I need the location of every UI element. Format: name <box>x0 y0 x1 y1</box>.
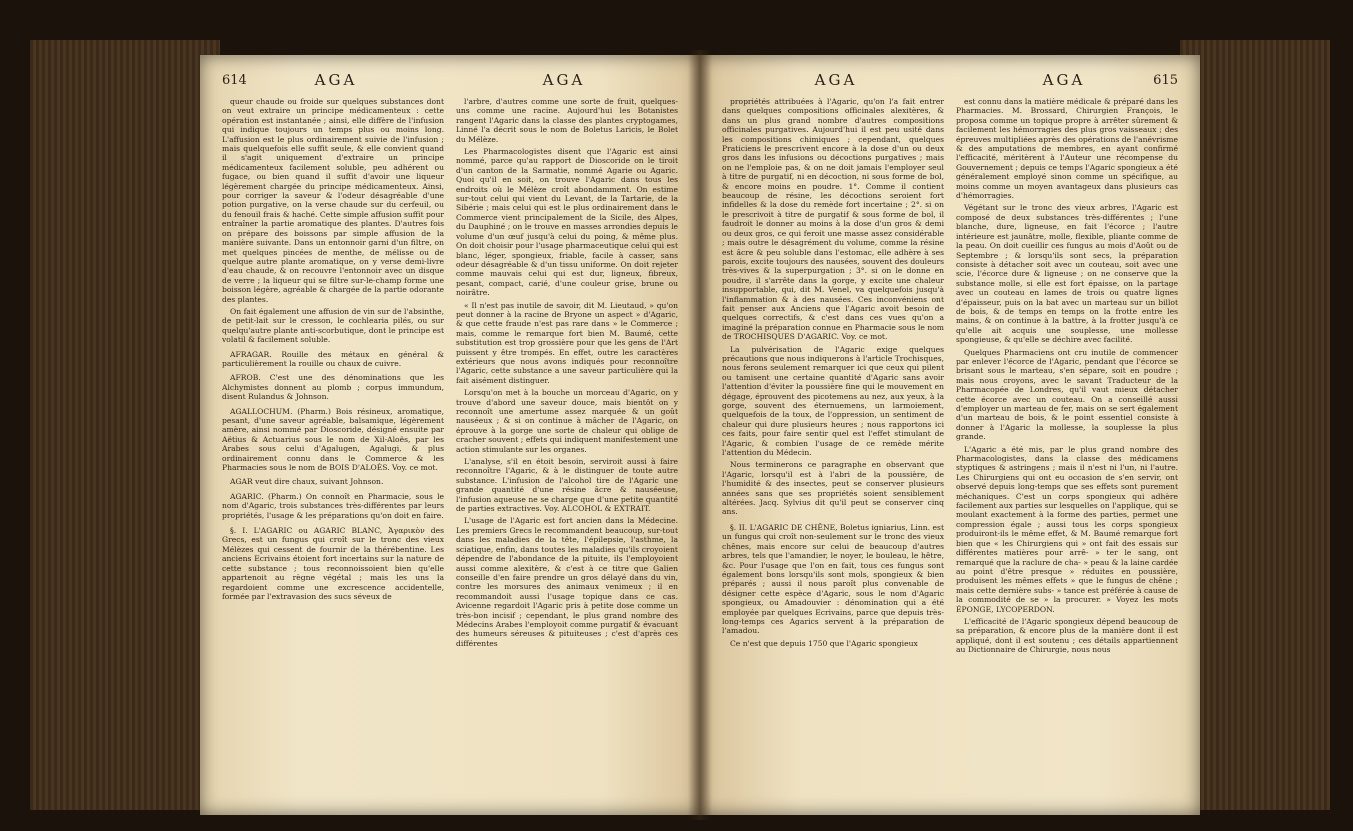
page-edges-left <box>30 40 220 810</box>
running-head-word: AGA <box>314 71 358 89</box>
dictionary-entry: AGARIC. (Pharm.) On connoît en Pharmacie, sous le nom d'Agaric, trois substances très-différentes par leurs propriétés, l'usage & les préparations qu'on doit en faire. <box>222 491 444 520</box>
paragraph: Végétant sur le tronc des vieux arbres, l'Agaric est composé de deux substances très-différentes ; l'une blanche, dure, ligneuse, en fait l'écorce ; l'autre intérieure est jaunâtre, molle, flexible, pliante comme de la peau. On doit cueillir ces fungus au mois d'Août ou de Septembre ; & lorsqu'ils sont secs, la préparation consiste à détacher soit avec un couteau, soit avec une scie, l'écorce dure & ligneuse ; on ne conserve que la substance molle, si elle est fort épaisse, on la partage avec un couteau en lames de trois ou quatre lignes d'épaisseur, puis on la bat avec un marteau sur un billot de bois, & de temps en temps on la frotte entre les mains, & on continue à la battre, à la frotter jusqu'à ce qu'elle ait acquis une souplesse, une mollesse spongieuse, & qu'elle se déchire avec facilité. <box>956 203 1178 345</box>
paragraph: L'analyse, s'il en étoit besoin, serviroit aussi à faire reconnoître l'Agaric, & à le distinguer de toute autre substance. L'infusion de l'alcohol tire de l'Agaric une grande quantité d'une résine âcre & nauséeuse, l'infusion aqueuse ne se charge que d'une petite quantité de parties extractives. Voy. ALCOHOL & EXTRAIT. <box>456 457 678 514</box>
running-head-word: AGA <box>542 71 586 89</box>
dictionary-entry: AGAR veut dire chaux, suivant Johnson. <box>230 477 384 487</box>
paragraph: Ce n'est que depuis 1750 que l'Agaric spongieux <box>730 638 918 648</box>
left-running-head <box>222 71 678 93</box>
dictionary-entry: AFRAGAR. Rouille des métaux en général & particulièrement la rouille ou chaux de cuivre. <box>222 349 444 368</box>
right-running-head <box>722 71 1178 93</box>
text-column-left-1 <box>222 97 444 797</box>
page-number: 615 <box>1153 73 1178 88</box>
paragraph: Lorsqu'on met à la bouche un morceau d'Agaric, on y trouve d'abord une saveur douce, mais bientôt on y reconnoît une amertume assez marquée & un goût nauséeux ; & si on continue à mâcher de l'Agaric, on éprouve à la gorge une sorte de chaleur qui oblige de cracher souvent ; effets qui indiquent manifestement une action stimulante sur les organes. <box>456 388 678 454</box>
running-head-word: AGA <box>1042 71 1086 89</box>
text-column-left-2 <box>456 97 678 797</box>
paragraph: queur chaude ou froide sur quelques substances dont on veut extraire un principe médicamenteux : cette opération est instantanée ; ainsi, elle diffère de l'infusion qui indique toujours un temps plus ou moins long. L'affusion est le plus ordinairement suivie de l'infusion ; mais quelquefois elle suffit seule, & elle convient quand il s'agit uniquement d'extraire un principe médicamenteux facilement soluble, peu adhérent ou fugace, ou bien quand il suffit d'avoir une liqueur légèrement chargée du principe médicamenteux. Ainsi, pour corriger la saveur & l'odeur désagréable d'une potion purgative, on la verse chaude sur du cerfeuil, ou du fenouil frais & haché. Cette simple affusion suffit pour entraîner la partie aromatique des plantes. D'autres fois on prépare des boissons par simple affusion de la manière suivante. Dans un entonnoir garni d'un filtre, on met quelques pincées de menthe, de mélisse ou de quelque autre plante aromatique, on y verse demi-livre d'eau chaude, & on recouvre l'entonnoir avec un disque de verre ; la liqueur qui se filtre sur-le-champ forme une boisson légère, agréable & chargée de la partie odorante des plantes. <box>222 97 444 304</box>
paragraph: l'arbre, d'autres comme une sorte de fruit, quelques-uns comme une racine. Aujourd'hui les Botanistes rangent l'Agaric dans la classe des plantes cryptogames, Linné l'a décrit sous le nom de Boletus Laricis, le Bolet du Mélèze. <box>456 97 678 144</box>
dictionary-entry: AGALLOCHUM. (Pharm.) Bois résineux, aromatique, pesant, d'une saveur agréable, balsamique, légèrement amère, ainsi nommé par Dioscoride, désigné ensuite par Aëtius & Actuarius sous le nom de Xil-Aloës, par les Arabes sous celui d'Agalugen, Agalugi, & plus ordinairement connu dans le Commerce & les Pharmacies sous le nom de BOIS D'ALOÈS. Voy. ce mot. <box>222 406 444 473</box>
paragraph: La pulvérisation de l'Agaric exige quelques précautions que nous indiquerons à l'article Trochisques, nous ferons seulement remarquer ici que ceux qui pilent ou tamisent une certaine quantité d'Agaric sans avoir l'attention d'éviter la poussière fine qui le mouvement en dégage, éprouvent des picotemens au nez, aux yeux, à la gorge, souvent des éternuemens, un larmoiement, quelquefois de la toux, de l'oppression, un sentiment de chaleur qui dure plusieurs heures ; nous rapportons ici ces faits, pour faire sentir quel est l'effet stimulant de l'Agaric, & combien l'usage de ce remède mérite l'attention du Médecin. <box>722 344 944 458</box>
paragraph: Quelques Pharmaciens ont cru inutile de commencer par enlever l'écorce de l'Agaric, pendant que l'écorce se brisant sous le marteau, s'en sépare, soit en poudre ; mais nous croyons, avec le savant Traducteur de la Pharmacopée de Londres, qu'il vaut mieux détacher cette écorce avec un couteau. On a conseillé aussi d'employer un marteau de fer, mais on se sert également d'un marteau de bois, & le point essentiel consiste à donner à l'Agaric la mollesse, la souplesse la plus grande. <box>956 347 1178 442</box>
section-paragraph: §. I. L'AGARIC ou AGARIC BLANC, Ἀγαρικὸν des Grecs, est un fungus qui croît sur le tronc des vieux Mélèzes qui cessent de fournir de la thérébentine. Les anciens Ecrivains étoient fort incertains sur la nature de cette substance ; tous reconnoissoient bien qu'elle appartenoit au règne végétal ; mais les uns la regardoient comme une excrescence accidentelle, formée par l'extravasion des sucs séveux de <box>222 526 444 601</box>
paragraph: propriétés attribuées à l'Agaric, qu'on l'a fait entrer dans quelques compositions officinales alexitères, & dans un plus grand nombre d'autres compositions officinales purgatives. Aujourd'hui il est peu usité dans les compositions chimiques ; cependant, quelques Praticiens le prescrivent encore à la dose d'un ou deux gros dans les infusions ou décoctions purgatives ; mais on ne l'emploie pas, & on ne doit jamais l'employer seul à titre de purgatif, ni en décoction, ni sous forme de bol, & encore moins en poudre. 1°. Comme il contient beaucoup de résine, les décoctions seroient fort infidelles & la dose du remède fort incertaine ; 2°. si on le prescrivoit à titre de purgatif & sous forme de bol, il faudroit le donner au moins à la dose d'un gros & demi ou deux gros, ce qui feroit une masse assez considérable ; mais outre le désagrément du volume, comme la résine est âcre & peu soluble dans l'estomac, elle adhère à ses parois, excite toujours des nausées, souvent des douleurs très-vives & la superpurgation ; 3°. si on le donne en poudre, il s'arrête dans la gorge, y excite une chaleur insupportable, qui, dit M. Venel, va quelquefois jusqu'à l'inflammation & à des nausées. Ces inconvéniens ont fait penser aux Anciens que l'Agaric avoit besoin de quelques correctifs, & c'est dans ces vues qu'on a imaginé la préparation connue en Pharmacie sous le nom de TROCHISQUES D'AGARIC. Voy. ce mot. <box>722 97 944 342</box>
text-column-right-1 <box>722 97 944 797</box>
dictionary-entry: AFROB. C'est une des dénominations que les Alchymistes donnent au plomb ; corpus immundum, disent Rulandus & Johnson. <box>222 373 444 402</box>
paragraph: est connu dans la matière médicale & préparé dans les Pharmacies. M. Brossard, Chirurgien François, le proposa comme un topique propre à arrêter sûrement & facilement les hémorragies des plus gros vaisseaux ; des épreuves multipliées après des opérations de l'anévrisme & des amputations de membres, en ayant confirmé l'efficacité, méritèrent à l'Auteur une récompense du Gouvernement ; depuis ce temps l'Agaric spongieux a été généralement employé sinon comme un spécifique, au moins comme un moyen avantageux dans plusieurs cas d'hémorragies. <box>956 97 1178 201</box>
paragraph: Les Pharmacologistes disent que l'Agaric est ainsi nommé, parce qu'au rapport de Dioscoride on le tiroit d'un canton de la Sarmatie, nommé Agarie ou Agaric. Quoi qu'il en soit, on trouve l'Agaric dans tous les endroits où le Mélèze croît abondamment. On estime sur-tout celui qui vient du Levant, de la Tartarie, de la Sibérie ; mais celui qui est le plus ordinairement dans le Commerce vient principalement de la Sicile, des Alpes, du Dauphiné ; on le trouve en masses arrondies depuis le volume d'un œuf jusqu'à celui du poing, & même plus. On doit choisir pour l'usage pharmaceutique celui qui est blanc, léger, spongieux, friable, facile à casser, sans odeur désagréable & d'un tissu uniforme. On doit rejeter comme mauvais celui qui est dur, ligneux, fibreux, pesant, compact, carié, d'une couleur grise, brune ou noirâtre. <box>456 147 678 298</box>
right-page <box>700 55 1200 815</box>
section-paragraph: §. II. L'AGARIC DE CHÊNE, Boletus igniarius, Linn. est un fungus qui croît non-seulement sur le tronc des vieux chênes, mais encore sur celui de beaucoup d'autres arbres, tels que l'amandier, le noyer, le bouleau, le hêtre, &c. Pour l'usage que l'on en fait, tous ces fungus sont également bons lorsqu'ils sont mols, spongieux & bien préparés ; aussi il nous paroît plus convenable de désigner cette espèce d'Agaric, sous le nom d'Agaric spongieux, ou Amadouvier : dénomination qui a été employée par quelques Ecrivains, parce que depuis très-long-temps ces Agarics servent à la préparation de l'amadou. <box>722 522 944 636</box>
paragraph: On fait également une affusion de vin sur de l'absinthe, de petit-lait sur le cresson, le cochlearia pilés, ou sur quelqu'autre plante anti-scorbutique, dont le principe est volatil & facilement soluble. <box>222 306 444 345</box>
page-edges-right <box>1180 40 1330 810</box>
book-gutter <box>688 50 712 820</box>
paragraph: L'Agaric a été mis, par le plus grand nombre des Pharmacologistes, dans la classe des médicamens styptiques & astringens ; mais il n'est ni l'un, ni l'autre. Les Chirurgiens qui ont eu occasion de s'en servir, ont observé depuis long-temps que ses effets sont purement méchaniques. C'est un corps spongieux qui adhère facilement aux parties sur lesquelles on l'applique, qui se moulant exactement à la forme des parties, permet une compression égale ; aussi tous les corps spongieux produiront-ils le même effet, & M. Baumé remarque fort bien que « les Chirurgiens qui » ont fait des essais sur différentes matières pour arrê- » ter le sang, ont remarqué que la raclure de cha- » peau & la laine cardée au point d'être presque » réduites en poussière, produisent les mêmes effets » que le fungus de chêne ; mais cette dernière subs- » tance est préférée à cause de la commodité de se » la procurer. » Voyez les mots ÉPONGE, LYCOPERDON. <box>956 444 1178 614</box>
text-column-right-2 <box>956 97 1178 797</box>
paragraph: L'efficacité de l'Agaric spongieux dépend beaucoup de sa préparation, & encore plus de la manière dont il est appliqué, dont il est soutenu ; ces détails appartiennent au Dictionnaire de Chirurgie, nous nous <box>956 616 1178 655</box>
left-page <box>200 55 700 815</box>
page-number: 614 <box>222 73 247 88</box>
paragraph: « Il n'est pas inutile de savoir, dit M. Lieutaud, » qu'on peut donner à la racine de Bryone un aspect » d'Agaric, & que cette fraude n'est pas rare dans » le Commerce ; mais, comme le remarque fort bien M. Baumé, cette substitution est trop grossière pour que les gens de l'Art puissent y être trompés. En effet, outre les caractères extérieurs que nous avons indiqués pour reconnoître l'Agaric, cette substance a une saveur particulière qui la fait aisément distinguer. <box>456 300 678 385</box>
running-head-word: AGA <box>814 71 858 89</box>
paragraph: Nous terminerons ce paragraphe en observant que l'Agaric, lorsqu'il est à l'abri de la poussière, de l'humidité & des insectes, peut se conserver plusieurs années sans que ses propriétés soient sensiblement altérées. Jacq. Sylvius dit qu'il peut se conserver cinq ans. <box>722 460 944 517</box>
paragraph: L'usage de l'Agaric est fort ancien dans la Médecine. Les premiers Grecs le recommandent beaucoup, sur-tout dans les maladies de la tête, l'épilepsie, l'asthme, la sciatique, enfin, dans toutes les maladies qu'ils croyoient dépendre de l'abondance de la pituite, ils l'employoient aussi comme alexitère, & c'est à ce titre que Galien conseille d'en faire prendre un gros délayé dans du vin, contre les morsures des animaux venimeux ; il en recommandoit aussi l'usage topique dans ce cas. Avicenne regardoit l'Agaric pris à petite dose comme un très-bon incisif ; cependant, le plus grand nombre des Médecins Arabes l'employoit comme purgatif & évacuant des humeurs séreuses & pituiteuses ; c'est d'après ces différentes <box>456 516 678 648</box>
